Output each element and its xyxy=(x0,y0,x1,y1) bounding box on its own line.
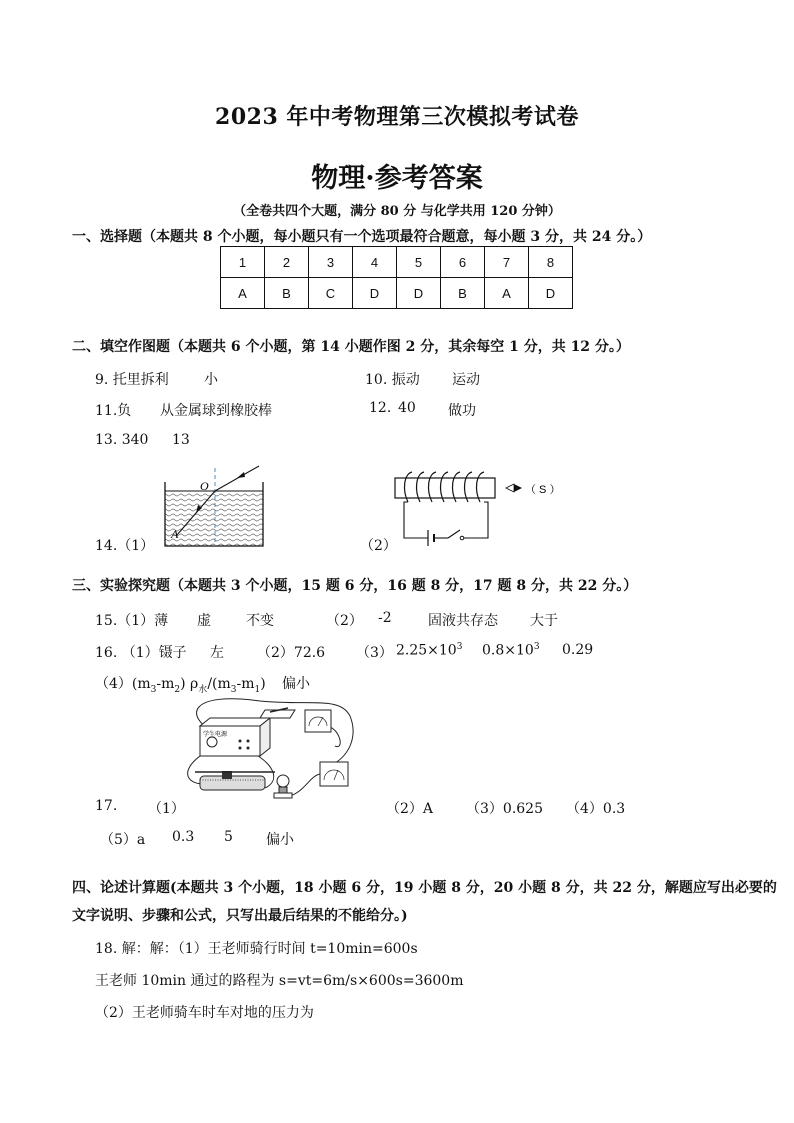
answer-q17g: 5 xyxy=(224,829,233,845)
table-cell: D xyxy=(529,278,573,309)
formula-part: -m xyxy=(156,676,175,692)
answer-q17h: 偏小 xyxy=(266,832,294,848)
answer-q17d: （4）0.3 xyxy=(566,801,626,817)
answer-q17c: （3）0.625 xyxy=(466,801,543,817)
answer-q16-formula xyxy=(95,673,266,695)
answer-q16e-exp: 3 xyxy=(456,642,463,652)
page-title: 2023 年中考物理第三次模拟考试卷 xyxy=(215,104,579,130)
exam-note: （全卷共四个大题，满分 80 分 与化学共用 120 分钟） xyxy=(233,204,561,219)
power-supply-label: 学生电源 xyxy=(203,731,228,738)
page-subtitle: 物理·参考答案 xyxy=(311,163,483,194)
answer-table-answers-row xyxy=(221,278,573,309)
table-cell: 2 xyxy=(265,247,309,278)
answer-q16f xyxy=(482,642,540,659)
answer-q16d: （3） xyxy=(356,645,393,661)
answer-q12b: 做功 xyxy=(448,403,476,419)
circuit-apparatus-diagram xyxy=(180,696,360,811)
answer-q16b: 左 xyxy=(210,645,224,661)
answer-q9b: 小 xyxy=(204,372,218,388)
answer-q14-1-label: 14.（1） xyxy=(95,538,155,554)
point-o-label: O xyxy=(200,479,209,493)
answer-q13: 13. 340 xyxy=(95,432,149,448)
incident-arrow xyxy=(237,472,245,478)
rheostat xyxy=(195,771,275,790)
formula-part: （4）(m xyxy=(95,676,151,692)
formula-sub: 2 xyxy=(174,684,181,695)
formula-sub: 3 xyxy=(230,684,237,695)
answer-table xyxy=(220,246,573,309)
formula-sub: 水 xyxy=(198,684,208,695)
answer-q16i: 偏小 xyxy=(282,676,310,692)
section-calc-heading-2: 文字说明、步骤和公式，只写出最后结果的不能给分。) xyxy=(72,908,408,924)
incident-ray xyxy=(215,466,259,491)
answer-q17b: （2）A xyxy=(386,801,434,817)
table-cell: B xyxy=(441,278,485,309)
answer-q16e-base: 2.25×10 xyxy=(396,642,457,659)
table-cell: D xyxy=(397,278,441,309)
answer-q16f-base: 0.8×10 xyxy=(482,642,534,659)
answer-table-numbers-row xyxy=(221,247,573,278)
calc-line-2: 王老师 10min 通过的路程为 s=vt=6m/s×600s=3600m xyxy=(95,973,464,989)
formula-sub: 3 xyxy=(150,684,157,695)
table-cell: A xyxy=(485,278,529,309)
table-cell: 1 xyxy=(221,247,265,278)
section-experiment-heading: 三、实验探究题（本题共 3 个小题，15 题 6 分，16 题 8 分，17 题 8 分，共 22 分。） xyxy=(72,578,638,594)
answer-q15g: 大于 xyxy=(530,613,558,629)
answer-q17e: （5）a xyxy=(100,832,146,848)
answer-q15: 15.（1）薄 xyxy=(95,613,169,629)
calc-line-3: （2）王老师骑车时车对地的压力为 xyxy=(95,1005,314,1021)
answer-q12: 12. xyxy=(369,400,392,416)
calc-line-1: 18. 解：解：（1）王老师骑行时间 t=10min=600s xyxy=(95,941,418,957)
answer-q10b: 运动 xyxy=(452,372,480,388)
formula-sub: 1 xyxy=(254,684,261,695)
table-cell: 5 xyxy=(397,247,441,278)
answer-q14-2-label: （2） xyxy=(360,538,397,554)
light-bulb-icon xyxy=(274,775,292,798)
answer-q17f: 0.3 xyxy=(172,829,195,845)
section-choice-heading: 一、选择题（本题共 8 个小题，每小题只有一个选项最符合题意，每小题 3 分，共 24 分。） xyxy=(72,229,652,245)
answer-q9: 9. 托里拆利 xyxy=(95,372,169,388)
table-cell: 3 xyxy=(309,247,353,278)
answer-q13b: 13 xyxy=(172,432,190,448)
table-cell: D xyxy=(353,278,397,309)
wire-lamp-meter xyxy=(290,774,320,796)
table-cell: 6 xyxy=(441,247,485,278)
table-cell: 8 xyxy=(529,247,573,278)
refraction-diagram xyxy=(155,462,275,552)
power-supply-box xyxy=(200,718,270,756)
solenoid-diagram xyxy=(390,466,565,551)
answer-q12a: 40 xyxy=(398,400,416,416)
answer-q11: 11.负 xyxy=(95,403,132,419)
answer-q16: 16. （1）镊子 xyxy=(95,645,187,661)
switch-contact xyxy=(460,536,464,540)
answer-q10: 10. 振动 xyxy=(365,372,420,388)
switch-blade xyxy=(448,530,460,538)
voltmeter-top xyxy=(305,710,331,732)
solenoid-core xyxy=(395,478,495,498)
answer-q17: 17. xyxy=(95,798,118,814)
ammeter-bottom xyxy=(320,762,348,786)
table-cell: B xyxy=(265,278,309,309)
answer-q16g: 0.29 xyxy=(562,642,594,658)
table-cell: A xyxy=(221,278,265,309)
answer-q15e: -2 xyxy=(378,610,392,626)
formula-part: ) ρ xyxy=(180,676,199,692)
answer-q11b: 从金属球到橡胶棒 xyxy=(160,403,272,419)
answer-q15f: 固液共存态 xyxy=(428,613,498,629)
point-a-label: A xyxy=(171,527,179,541)
answer-q15c: 不变 xyxy=(246,613,274,629)
circuit-wire-right xyxy=(464,502,488,538)
answer-q15b: 虚 xyxy=(197,613,211,629)
answer-q15d: （2） xyxy=(326,613,363,629)
answer-q16e xyxy=(396,642,462,659)
answer-q16f-exp: 3 xyxy=(533,642,540,652)
compass-needle-icon xyxy=(506,484,522,492)
formula-part: ) xyxy=(260,676,266,692)
table-cell: 7 xyxy=(485,247,529,278)
formula-part: /(m xyxy=(207,676,231,692)
switch-on-board xyxy=(260,708,295,718)
water-region xyxy=(165,491,263,546)
circuit-wire-left xyxy=(404,502,428,538)
table-cell: 4 xyxy=(353,247,397,278)
table-cell: C xyxy=(309,278,353,309)
section-fill-heading: 二、填空作图题（本题共 6 个小题，第 14 小题作图 2 分，其余每空 1 分，共 12 分。） xyxy=(72,339,630,355)
answer-q17a: （1） xyxy=(148,801,185,817)
pole-label: （ S ） xyxy=(525,484,561,496)
formula-part: -m xyxy=(236,676,255,692)
answer-q16c: （2）72.6 xyxy=(257,645,326,661)
section-calc-heading: 四、论述计算题(本题共 3 个小题，18 小题 6 分，19 小题 8 分，20 小题 8 分，共 22 分，解题应写出必要的 xyxy=(72,880,777,896)
